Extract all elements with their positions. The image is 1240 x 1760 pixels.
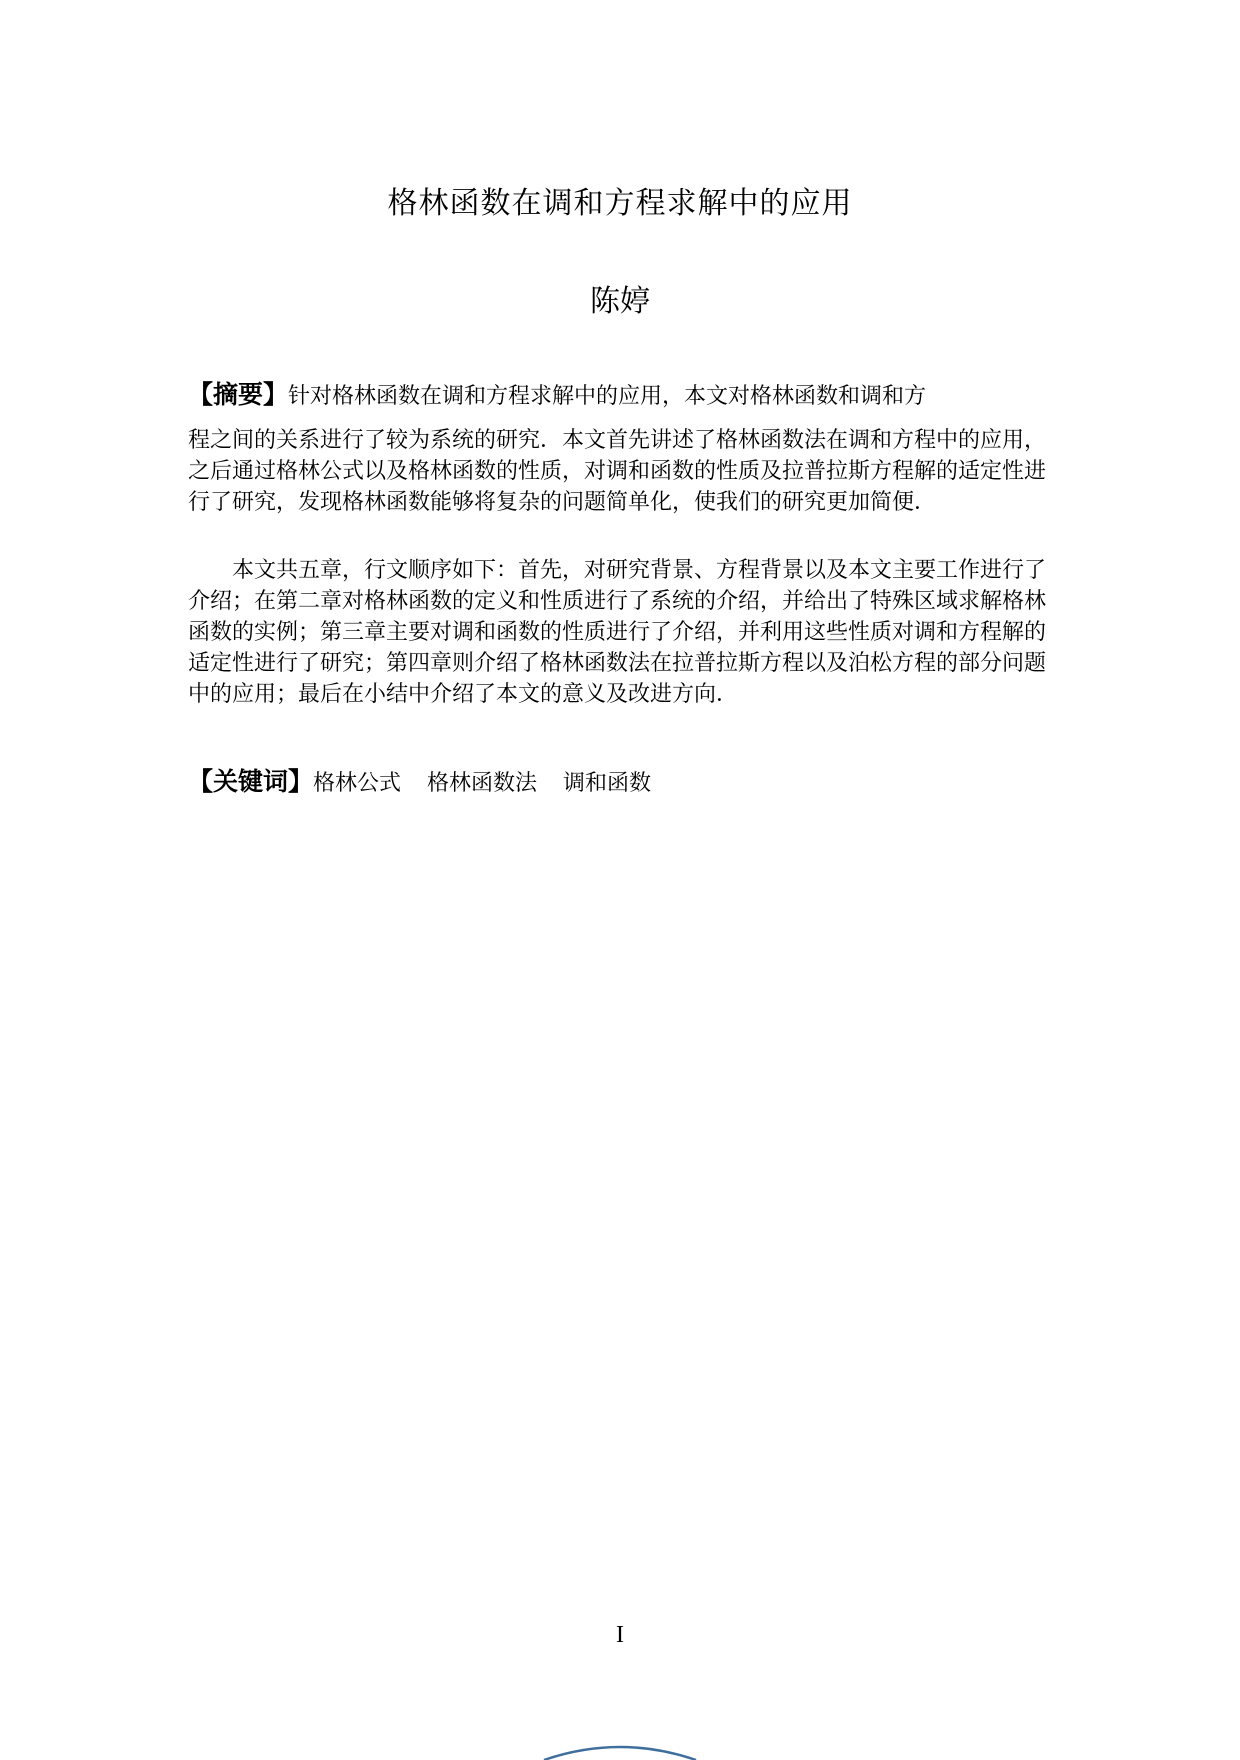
- abstract-text-line1: 针对格林函数在调和方程求解中的应用，本文对格林函数和调和方: [288, 384, 927, 409]
- author-name: 陈婷: [590, 284, 650, 319]
- keyword-item: 格林函数法: [427, 771, 538, 796]
- paper-title: 格林函数在调和方程求解中的应用: [387, 186, 853, 221]
- abstract-paragraph-2: 本文共五章，行文顺序如下：首先，对研究背景、方程背景以及本文主要工作进行了介绍；在第二章对格林函数的定义和性质进行了系统的介绍，并给出了特殊区域求解格林函数的实例；第三章主要对调和函数的性质进行了介绍，并利用这些性质对调和方程解的适定性进行了研究；第四章则介绍了格林函数法在拉普拉斯方程以及泊松方程的部分问题中的应用；最后在小结中介绍了本文的意义及改进方向．: [188, 558, 1047, 707]
- decorative-arc-icon: [540, 1740, 700, 1760]
- abstract-paragraph-1: 程之间的关系进行了较为系统的研究．本文首先讲述了格林函数法在调和方程中的应用，之后通过格林公式以及格林函数的性质，对调和函数的性质及拉普拉斯方程解的适定性进行了研究，发现格林函数能够将复杂的问题简单化，使我们的研究更加简便．: [188, 428, 1047, 515]
- keywords-label: 【关键词】: [188, 767, 314, 796]
- abstract-first-line: [188, 378, 1058, 414]
- abstract-label: 【摘要】: [188, 380, 289, 409]
- keyword-item: 格林公式: [313, 771, 402, 796]
- page-number: I: [616, 1622, 624, 1648]
- keyword-item: 调和函数: [563, 771, 652, 796]
- keywords-line: [188, 765, 1058, 801]
